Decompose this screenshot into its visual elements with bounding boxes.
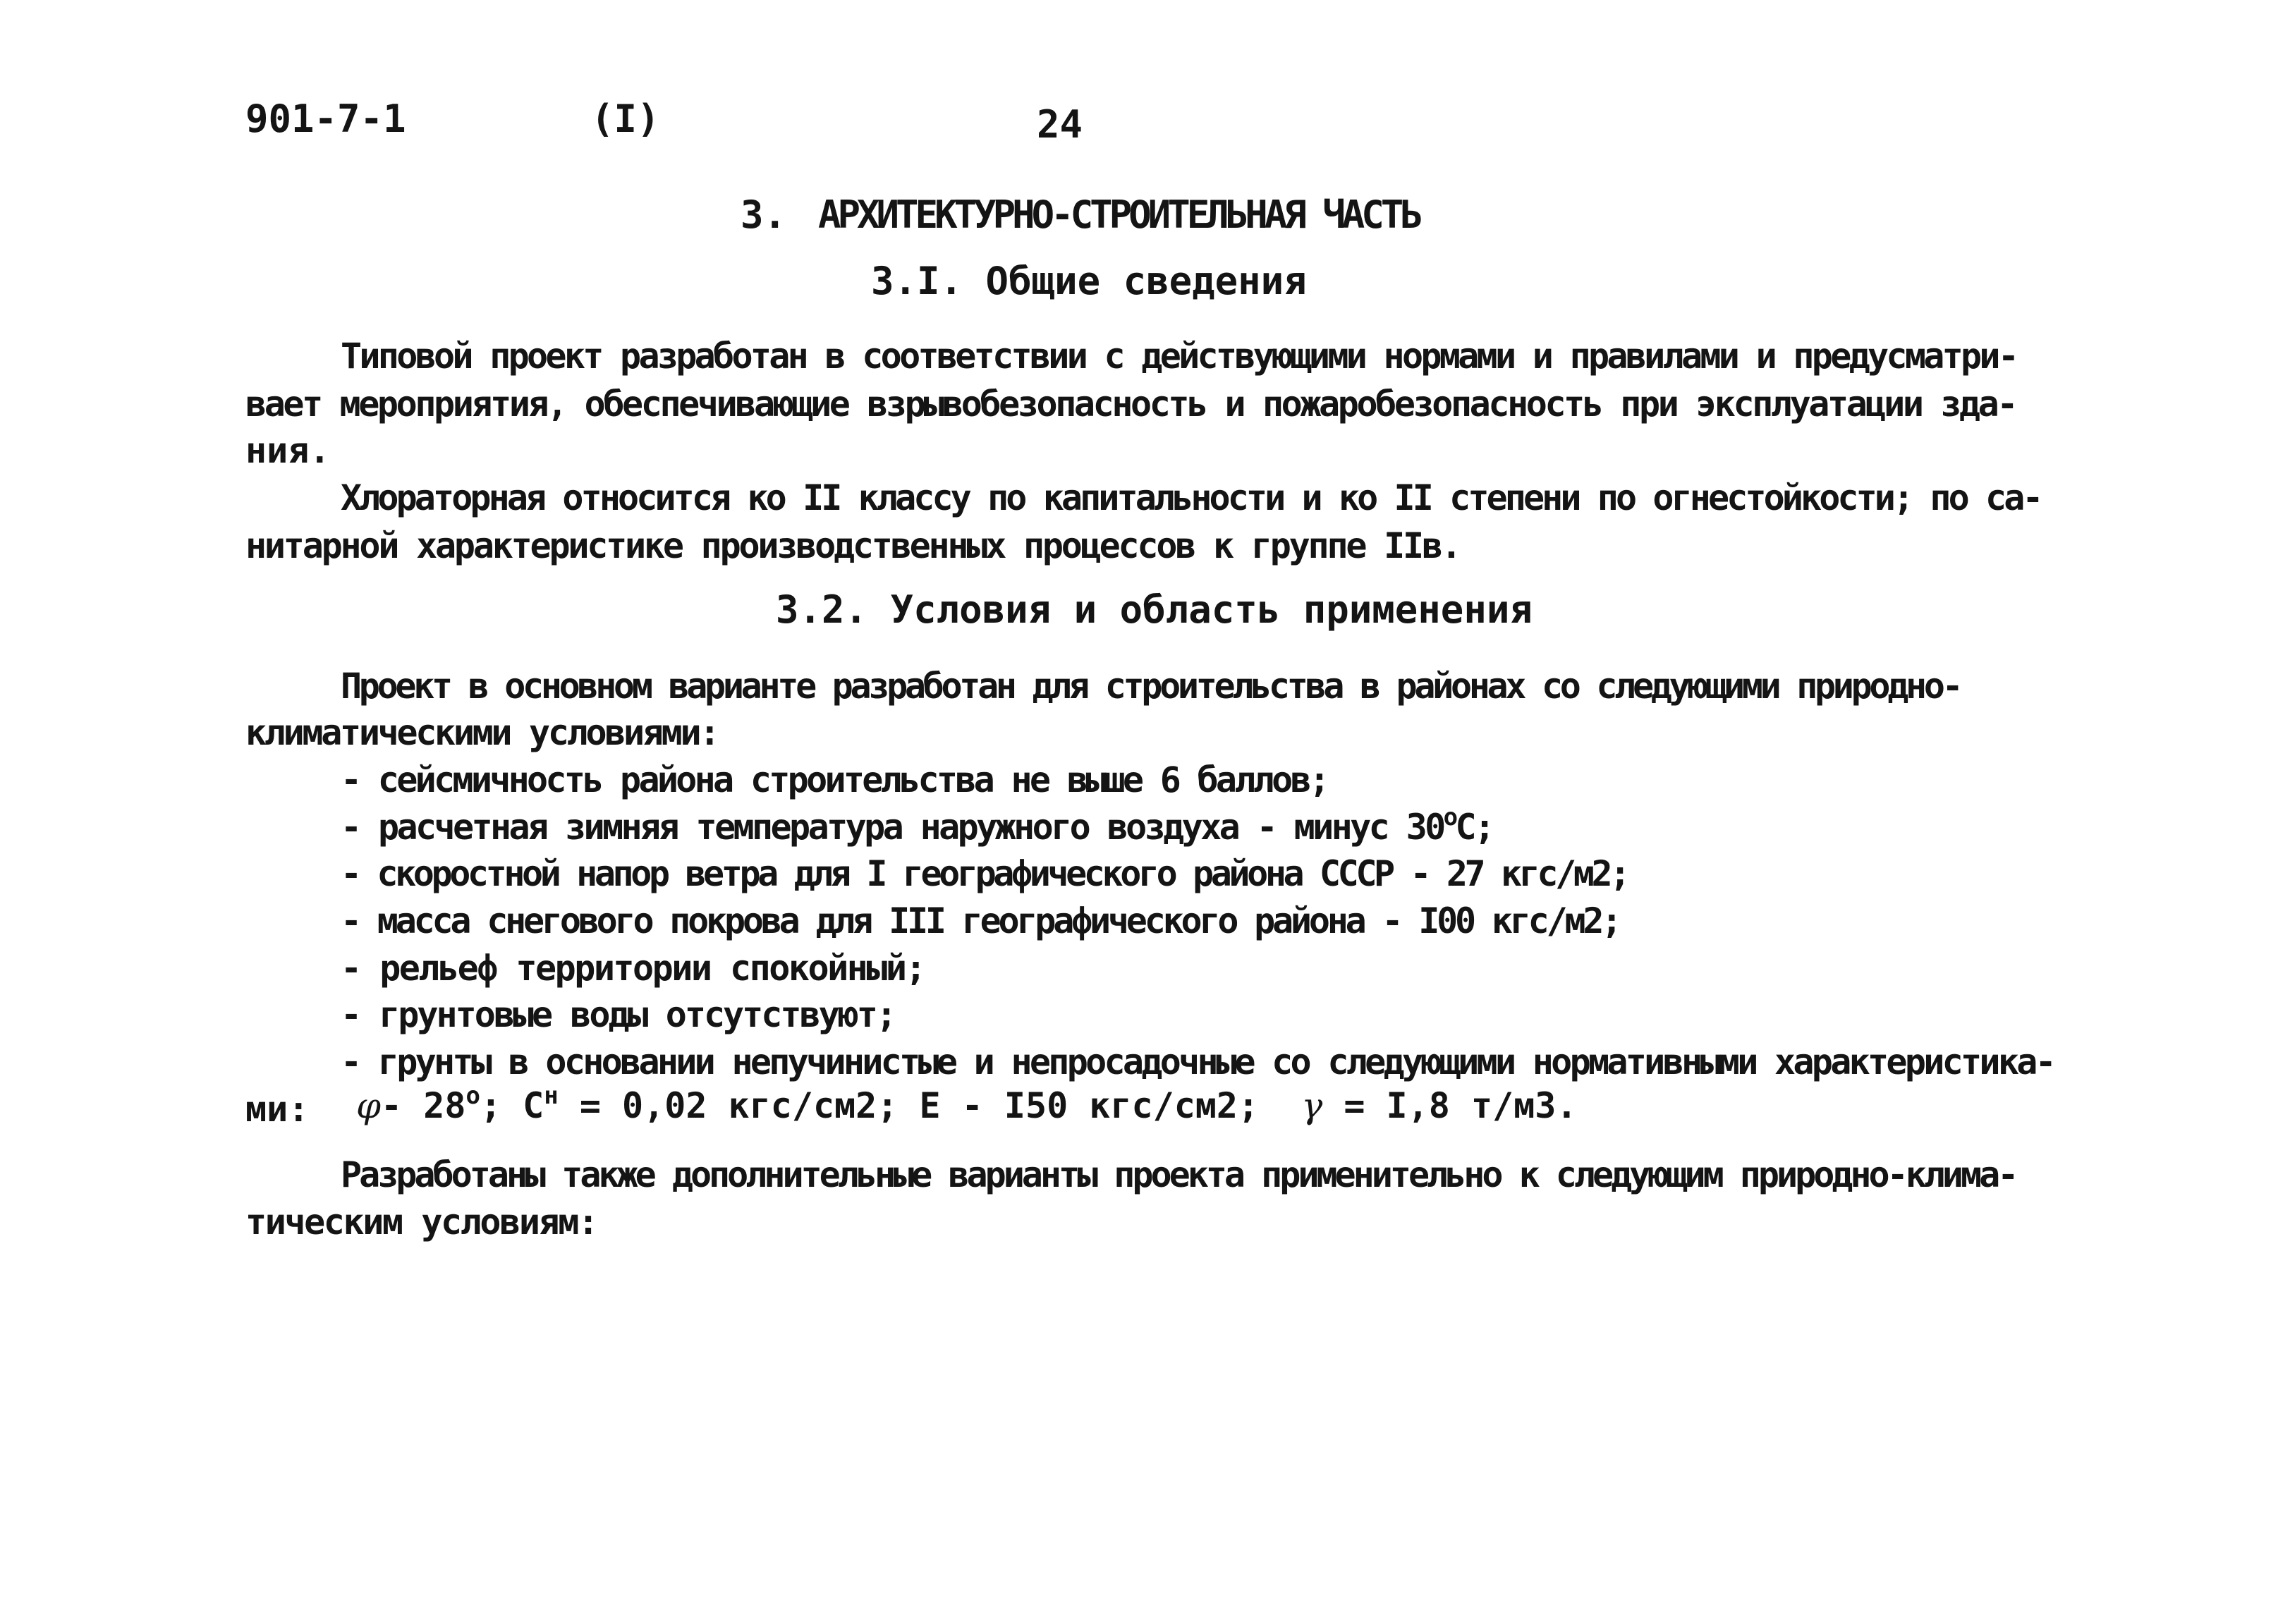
subsection-1-title: 3.I. Общие сведения xyxy=(871,259,1307,303)
paragraph-line: Хлораторная относится ко II классу по капитальности и ко II степени по огнестойкости; по са- xyxy=(341,477,2041,518)
phi-value: - 28 xyxy=(381,1085,466,1126)
list-item: - скоростной напор ветра для I географического района СССР - 27 кгс/м2; xyxy=(341,853,1628,894)
paragraph-line: тическим условиям: xyxy=(245,1202,597,1243)
temperature-text: - расчетная зимняя температура наружного воздуха - минус 30 xyxy=(341,807,1444,848)
volume-number: (I) xyxy=(591,97,660,141)
list-item: - грунты в основании непучинистые и непросадочные со следующими нормативными характеристика- xyxy=(341,1042,2054,1082)
paragraph-line: Разработаны также дополнительные варианты проекта применительно к следующим природно-клима- xyxy=(341,1154,2016,1195)
list-item: - масса снегового покрова для III географического района - I00 кгс/м2; xyxy=(341,900,1620,941)
degree-sign: о xyxy=(465,1082,480,1110)
page-number: 24 xyxy=(1037,102,1083,147)
c-superscript: н xyxy=(544,1082,559,1110)
list-item: - грунтовые воды отсутствуют; xyxy=(341,994,895,1035)
paragraph-line: климатическими условиями: xyxy=(245,712,719,753)
temperature-unit: С; xyxy=(1455,807,1493,848)
degree-sign: о xyxy=(1443,803,1456,831)
phi-symbol: φ xyxy=(356,1085,382,1126)
list-item: - рельеф территории спокойный; xyxy=(341,948,925,989)
soil-line-lead: ми: xyxy=(245,1089,310,1130)
paragraph-line: вает мероприятия, обеспечивающие взрывобезопасность и пожаробезопасность при эксплуатации зда- xyxy=(245,384,2016,425)
paragraph-line: нитарной характеристике производственных процессов к группе IIв. xyxy=(245,525,1460,566)
paragraph-line: ния. xyxy=(245,430,331,471)
gamma-value: = I,8 т/м3. xyxy=(1344,1085,1578,1126)
section-title: АРХИТЕКТУРНО-СТРОИТЕЛЬНАЯ ЧАСТЬ xyxy=(818,193,1420,237)
c-symbol: ; С xyxy=(480,1085,544,1126)
soil-characteristics xyxy=(356,1082,1578,1126)
list-item: - сейсмичность района строительства не выше 6 баллов; xyxy=(341,759,1328,800)
gamma-symbol: γ xyxy=(1301,1085,1323,1126)
paragraph-line: Проект в основном варианте разработан для строительства в районах со следующими природно- xyxy=(341,666,1961,707)
document-code: 901-7-1 xyxy=(245,97,406,141)
section-number: 3. xyxy=(741,193,787,237)
paragraph-line: Типовой проект разработан в соответствии с действующими нормами и правилами и предусматри- xyxy=(341,336,2017,377)
c-value: = 0,02 кгс/см2; Е - I50 кгс/см2; xyxy=(558,1085,1260,1126)
list-item-temperature xyxy=(341,803,1493,848)
subsection-2-title: 3.2. Условия и область применения xyxy=(776,587,1533,632)
